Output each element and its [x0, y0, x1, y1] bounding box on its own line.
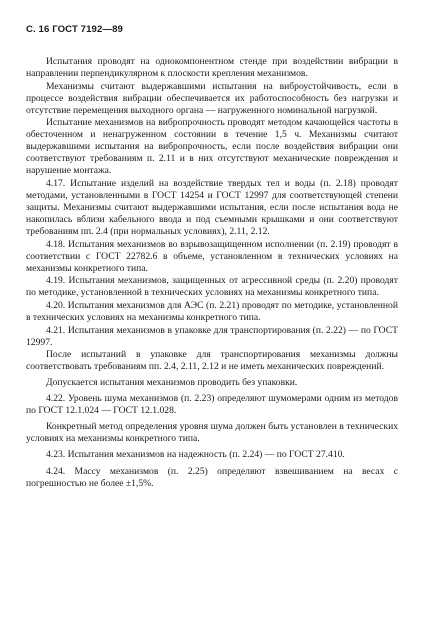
- paragraph-4-22: 4.22. Уровень шума механизмов (п. 2.23) определяют шумомерами одним из методов по ГОСТ 12.1.024 — ГОСТ 12.1.028.: [26, 393, 398, 417]
- paragraph-after-packaging: После испытаний в упаковке для транспортирования механизмы должны соответствовать требованиям пп. 2.4, 2.11, 2.12 и не иметь механических повреждений.: [26, 349, 398, 373]
- page-header: С. 16 ГОСТ 7192—89: [26, 24, 123, 35]
- paragraph-4-19: 4.19. Испытания механизмов, защищенных от агрессивной среды (п. 2.20) проводят по методике, установленной в технических условиях на механизмы конкретного типа.: [26, 275, 398, 299]
- paragraph-vibration-strength: Испытание механизмов на вибропрочность проводят методом качающейся частоты в обесточенном и ненагруженном состоянии в течение 1,5 ч. Механизмы считают выдержавшими испытания на вибропрочность, если после воздействия вибрации они соответствуют требованиям п. 2.11 и в них отсутствуют механические повреждения и нарушение монтажа.: [26, 117, 398, 177]
- paragraph-without-packaging: Допускается испытания механизмов проводить без упаковки.: [46, 377, 298, 389]
- paragraph-vibration-resistance: Механизмы считают выдержавшими испытания на виброустойчивость, если в процессе воздействия вибрации обеспечивается их работоспособность без нагрузки и отсутствие перемещения выходного органа — нагруженного номинальной нагрузкой.: [26, 80, 398, 116]
- paragraph-4-17: 4.17. Испытание изделий на воздействие твердых тел и воды (п. 2.18) проводят методами, установленными в ГОСТ 14254 и ГОСТ 12997 для соответствующей степени защиты. Механизмы считают выдержавшими испытания, если после испытания вода не накопилась вблизи кабельного ввода и под съемными крышками и они соответствуют требованиям пп. 2.4 (при нормальных условиях), 2.11, 2.12.: [26, 177, 398, 238]
- paragraph-4-20: 4.20. Испытания механизмов для АЭС (п. 2.21) проводят по методике, установленной в технических условиях на механизмы конкретного типа.: [26, 299, 398, 323]
- paragraph-noise-method: Конкретный метод определения уровня шума должен быть установлен в технических условиях на механизмы конкретного типа.: [26, 421, 398, 445]
- paragraph-4-18: 4.18. Испытания механизмов во взрывозащищенном исполнении (п. 2.19) проводят в соответствии с ГОСТ 22782.6 в объеме, установленном в технических условиях на механизмы конкретного типа.: [26, 238, 398, 274]
- paragraph-4-21: 4.21. Испытания механизмов в упаковке для транспортирования (п. 2.22) — по ГОСТ 12997.: [26, 324, 398, 348]
- paragraph-vibration-test: Испытания проводят на однокомпонентном стенде при воздействии вибрации в направлении перпендикулярном к плоскости крепления механизмов.: [26, 56, 398, 80]
- document-body: [26, 56, 398, 490]
- paragraph-4-24: 4.24. Массу механизмов (п. 2.25) определяют взвешиванием на весах с погрешностью не более ±1,5%.: [26, 465, 398, 489]
- paragraph-4-23: 4.23. Испытания механизмов на надежность (п. 2.24) — по ГОСТ 27.410.: [46, 449, 345, 461]
